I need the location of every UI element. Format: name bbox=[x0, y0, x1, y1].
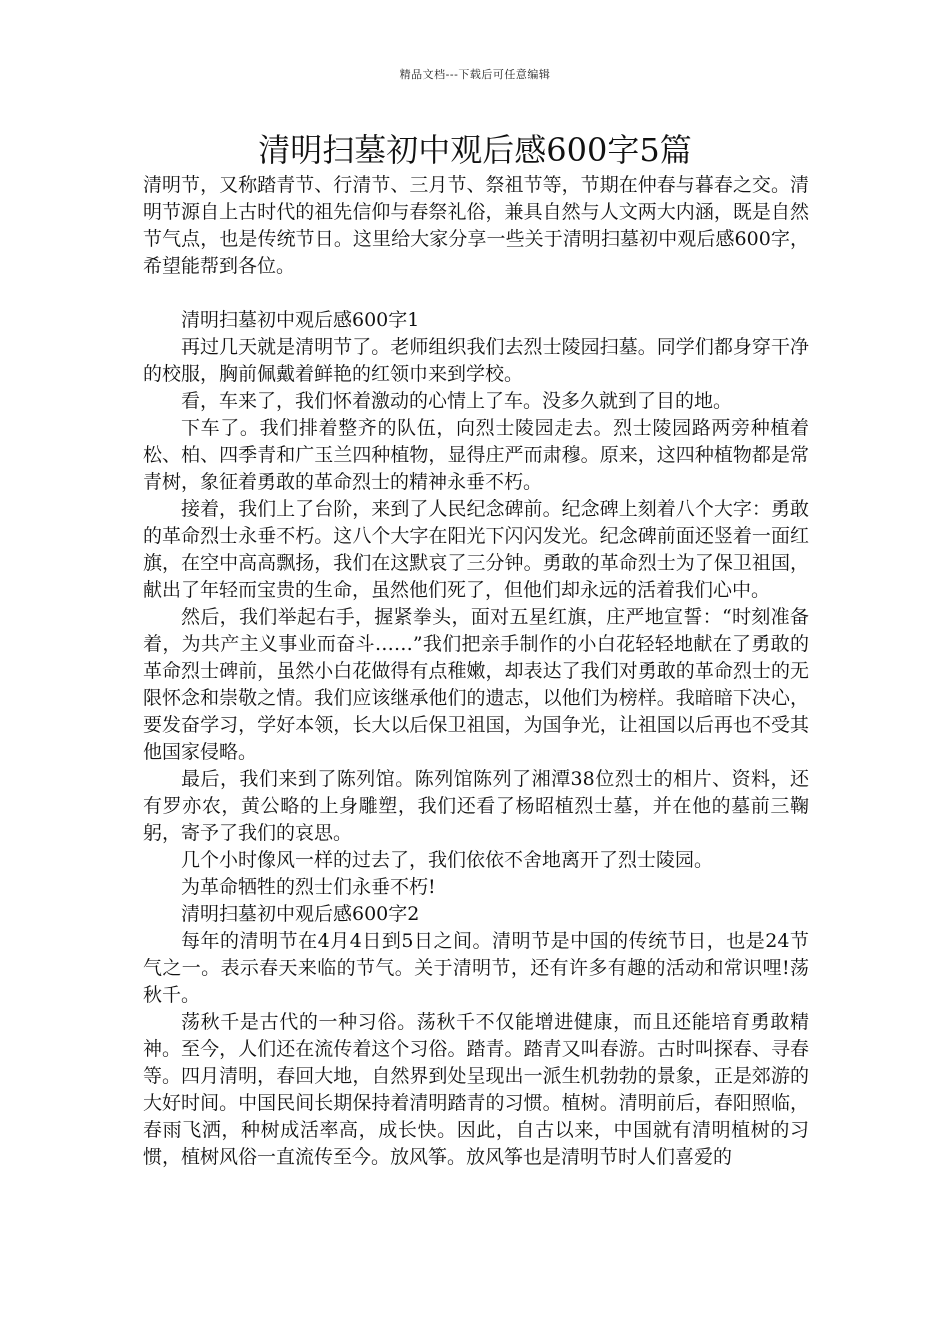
essay-2-paragraph: 荡秋千是古代的一种习俗。荡秋千不仅能增进健康，而且还能培育勇敢精神。至今，人们还在流传着这个习俗。踏青。踏青又叫春游。古时叫探春、寻春等。四月清明，春回大地，自然界到处呈现出一派生机勃勃的景象，正是郊游的大好时间。中国民间长期保持着清明踏青的习惯。植树。清明前后，春阳照临，春雨飞洒，种树成活率高，成长快。因此，自古以来，中国就有清明植树的习惯，植树风俗一直流传至今。放风筝。放风筝也是清明节时人们喜爱的 bbox=[143, 1011, 809, 1168]
essay-1-paragraph: 接着，我们上了台阶，来到了人民纪念碑前。纪念碑上刻着八个大字：勇敢的革命烈士永垂不朽。这八个大字在阳光下闪闪发光。纪念碑前面还竖着一面红旗，在空中高高飘扬，我们在这默哀了三分钟。勇敢的革命烈士为了保卫祖国，献出了年轻而宝贵的生命，虽然他们死了，但他们却永远的活着我们心中。 bbox=[143, 498, 809, 601]
essay-1-paragraph: 最后，我们来到了陈列馆。陈列馆陈列了湘潭38位烈士的相片、资料，还有罗亦农，黄公略的上身雕塑，我们还看了杨昭植烈士墓，并在他的墓前三鞠躬，寄予了我们的哀思。 bbox=[143, 768, 809, 844]
essay-1-paragraph: 然后，我们举起右手，握紧拳头，面对五星红旗，庄严地宣誓：“时刻准备着，为共产主义事业而奋斗……”我们把亲手制作的小白花轻轻地献在了勇敢的革命烈士碑前，虽然小白花做得有点稚嫩，却表达了我们对勇敢的革命烈士的无限怀念和崇敬之情。我们应该继承他们的遗志，以他们为榜样。我暗暗下决心，要发奋学习，学好本领，长大以后保卫祖国，为国争光，让祖国以后再也不受其他国家侵略。 bbox=[143, 606, 809, 763]
essay-1-paragraph: 看，车来了，我们怀着激动的心情上了车。没多久就到了目的地。 bbox=[181, 390, 733, 412]
essay-2-paragraph: 每年的清明节在4月4日到5日之间。清明节是中国的传统节日，也是24节气之一。表示春天来临的节气。关于清明节，还有许多有趣的活动和常识哩!荡秋千。 bbox=[143, 930, 809, 1006]
essay-1-paragraph: 几个小时像风一样的过去了，我们依依不舍地离开了烈士陵园。 bbox=[181, 849, 714, 871]
essay-1-paragraph: 为革命牺牲的烈士们永垂不朽! bbox=[181, 876, 436, 898]
document-title: 清明扫墓初中观后感600字5篇 bbox=[258, 131, 692, 169]
essay-heading-2: 清明扫墓初中观后感600字2 bbox=[181, 903, 420, 925]
intro-paragraph: 清明节，又称踏青节、行清节、三月节、祭祖节等，节期在仲春与暮春之交。清明节源自上古时代的祖先信仰与春祭礼俗，兼具自然与人文两大内涵，既是自然节气点，也是传统节日。这里给大家分享一些关于清明扫墓初中观后感600字，希望能帮到各位。 bbox=[143, 174, 809, 277]
essay-1-paragraph: 再过几天就是清明节了。老师组织我们去烈士陵园扫墓。同学们都身穿干净的校服，胸前佩戴着鲜艳的红领巾来到学校。 bbox=[143, 336, 809, 385]
document-body bbox=[143, 172, 809, 1171]
essay-heading-1: 清明扫墓初中观后感600字1 bbox=[181, 309, 420, 331]
essay-1-paragraph: 下车了。我们排着整齐的队伍，向烈士陵园走去。烈士陵园路两旁种植着松、柏、四季青和广玉兰四种植物，显得庄严而肃穆。原来，这四种植物都是常青树，象征着勇敢的革命烈士的精神永垂不朽。 bbox=[143, 417, 809, 493]
page-header-note: 精品文档---下载后可任意编辑 bbox=[399, 68, 551, 81]
